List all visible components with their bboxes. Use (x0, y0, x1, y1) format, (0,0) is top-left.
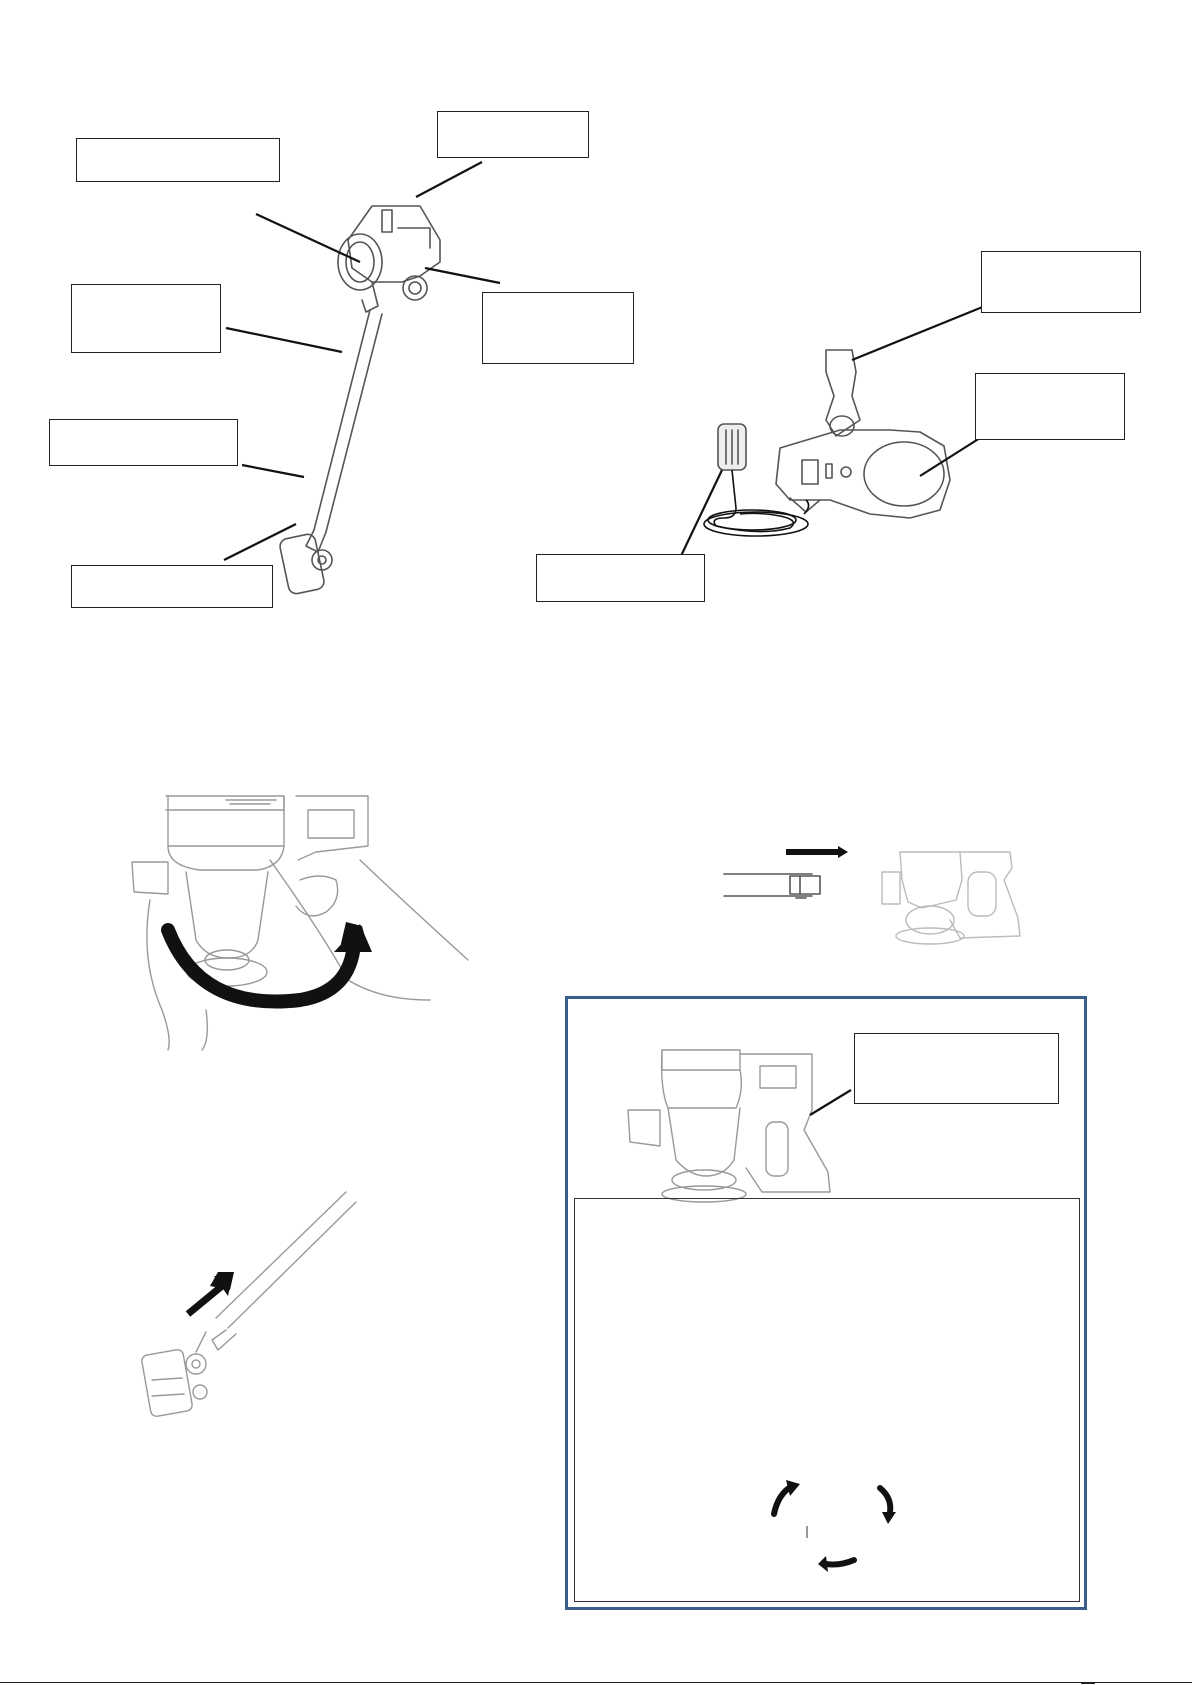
footer-rule (0, 1682, 1192, 1683)
footer-mark (1081, 1682, 1095, 1684)
